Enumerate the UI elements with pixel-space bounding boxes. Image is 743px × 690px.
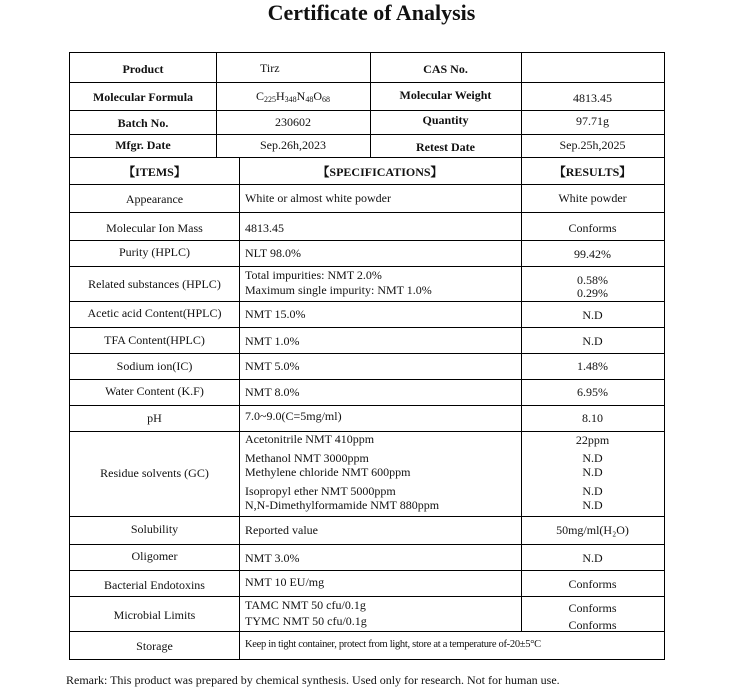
mfgr-value: Sep.26h,2023	[260, 138, 326, 152]
spec-sodium: NMT 5.0%	[245, 359, 300, 373]
retest-label: Retest Date	[416, 140, 475, 154]
result-related-total: 0.58%	[577, 273, 608, 287]
item-microbial: Microbial Limits	[113, 608, 196, 622]
result-water: 6.95%	[577, 385, 608, 399]
spec-appearance: White or almost white powder	[245, 191, 391, 205]
item-appearance: Appearance	[125, 192, 184, 206]
page-title: Certificate of Analysis	[267, 0, 476, 25]
batch-label: Batch No.	[117, 116, 169, 130]
spec-residue-isopropyl: Isopropyl ether NMT 5000ppm	[245, 484, 396, 498]
quantity-label: Quantity	[422, 113, 469, 127]
items-header: 【ITEMS】	[123, 165, 186, 179]
spec-residue-methylene: Methylene chloride NMT 600ppm	[245, 465, 411, 479]
spec-microbial-tymc: TYMC NMT 50 cfu/0.1g	[245, 614, 367, 628]
mfgr-label: Mfgr. Date	[115, 138, 171, 152]
result-solubility: 50mg/ml(H₂O)	[556, 523, 629, 537]
result-ion-mass: Conforms	[568, 221, 617, 235]
result-microbial-tamc: Conforms	[568, 601, 617, 615]
item-ion-mass: Molecular Ion Mass	[106, 221, 203, 235]
batch-value: 230602	[275, 115, 311, 129]
result-residue-isopropyl: N.D	[582, 484, 603, 498]
item-ph: pH	[147, 411, 162, 425]
result-acetic: N.D	[582, 308, 603, 322]
item-purity: Purity (HPLC)	[118, 245, 190, 259]
spec-tfa: NMT 1.0%	[245, 334, 300, 348]
item-related: Related substances (HPLC)	[88, 277, 221, 291]
spec-residue-acetonitrile: Acetonitrile NMT 410ppm	[245, 432, 375, 446]
product-label: Product	[122, 62, 164, 76]
item-storage: Storage	[136, 639, 173, 653]
formula-label: Molecular Formula	[92, 90, 194, 104]
spec-related-total: Total impurities: NMT 2.0%	[245, 268, 382, 282]
mw-value: 4813.45	[573, 91, 612, 105]
result-residue-acetonitrile: 22ppm	[575, 433, 610, 447]
result-microbial-tymc: Conforms	[568, 618, 617, 632]
spec-residue-methanol: Methanol NMT 3000ppm	[245, 451, 369, 465]
item-residue: Residue solvents (GC)	[100, 466, 209, 480]
spec-water: NMT 8.0%	[245, 385, 300, 399]
item-sodium: Sodium ion(IC)	[116, 359, 193, 373]
specifications-header: 【SPECIFICATIONS】	[317, 165, 443, 179]
item-endotoxins: Bacterial Endotoxins	[104, 578, 205, 592]
result-related-single: 0.29%	[577, 286, 608, 300]
result-residue-dmf: N.D	[582, 498, 603, 512]
item-solubility: Solubility	[130, 522, 179, 536]
spec-solubility: Reported value	[245, 523, 318, 537]
product-value: Tirz	[260, 61, 280, 75]
result-oligomer: N.D	[582, 551, 603, 565]
item-water: Water Content (K.F)	[105, 384, 204, 398]
spec-related-single: Maximum single impurity: NMT 1.0%	[245, 283, 432, 297]
result-tfa: N.D	[582, 334, 603, 348]
spec-acetic: NMT 15.0%	[245, 307, 306, 321]
result-sodium: 1.48%	[577, 359, 608, 373]
result-endotoxins: Conforms	[568, 577, 617, 591]
spec-purity: NLT 98.0%	[245, 246, 302, 260]
item-oligomer: Oligomer	[131, 549, 178, 563]
spec-residue-dmf: N,N-Dimethylformamide NMT 880ppm	[245, 498, 440, 512]
result-ph: 8.10	[582, 411, 603, 425]
remark: Remark: This product was prepared by chemical synthesis. Used only for research. Not for human use.	[66, 673, 560, 687]
formula-value: $C_{225}H_{348}N_{48}O_{68}$	[255, 89, 331, 104]
result-appearance: White powder	[558, 191, 627, 205]
mw-label: Molecular Weight	[399, 88, 492, 102]
item-acetic: Acetic acid Content(HPLC)	[87, 306, 222, 320]
cas-label: CAS No.	[423, 62, 468, 76]
result-residue-methylene: N.D	[582, 465, 603, 479]
spec-storage: Keep in tight container, protect from light, store at a temperature of-20±5°C	[245, 639, 541, 650]
item-tfa: TFA Content(HPLC)	[104, 333, 205, 347]
results-header: 【RESULTS】	[553, 165, 632, 179]
spec-oligomer: NMT 3.0%	[245, 551, 300, 565]
quantity-value: 97.71g	[576, 114, 609, 128]
spec-ion-mass: 4813.45	[245, 221, 284, 235]
spec-ph: 7.0~9.0(C=5mg/ml)	[245, 409, 342, 423]
spec-endotoxins: NMT 10 EU/mg	[245, 575, 325, 589]
coa-table	[69, 52, 665, 660]
result-purity: 99.42%	[574, 247, 611, 261]
spec-microbial-tamc: TAMC NMT 50 cfu/0.1g	[245, 598, 366, 612]
retest-value: Sep.25h,2025	[559, 138, 626, 152]
result-residue-methanol: N.D	[582, 451, 603, 465]
